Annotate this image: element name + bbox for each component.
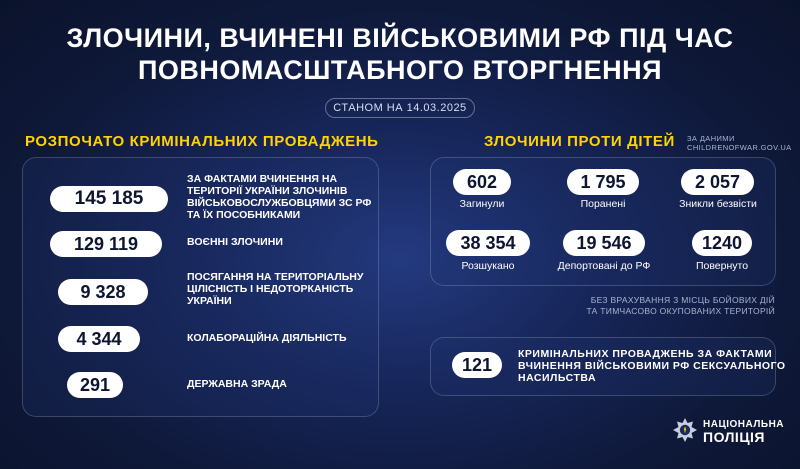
territorial-integrity-label: ПОСЯГАННЯ НА ТЕРИТОРІАЛЬНУ ЦІЛІСНІСТЬ І НЕДОТОРКАНІСТЬ УКРАЇНИ — [187, 271, 364, 307]
criminal-total-value: 145 185 — [50, 186, 168, 212]
found-value: 38 354 — [446, 230, 530, 256]
source-note: ЗА ДАНИМИ CHILDRENOFWAR.GOV.UA — [687, 134, 792, 152]
missing-value: 2 057 — [681, 169, 754, 195]
title-line-2: ПОВНОМАСШТАБНОГО ВТОРГНЕННЯ — [137, 55, 663, 85]
deported-label: Депортовані до РФ — [557, 260, 651, 272]
treason-value: 291 — [67, 372, 123, 398]
war-crimes-label: ВОЄННІ ЗЛОЧИНИ — [187, 236, 283, 248]
logo-line-1: НАЦІОНАЛЬНА — [703, 419, 785, 430]
logo-line-2: ПОЛІЦІЯ — [703, 429, 765, 445]
killed-label: Загинули — [459, 198, 505, 210]
sexual-violence-value: 121 — [452, 352, 502, 378]
injured-label: Поранені — [580, 198, 626, 210]
returned-label: Повернуто — [695, 260, 749, 272]
deported-value: 19 546 — [563, 230, 645, 256]
date-badge: СТАНОМ НА 14.03.2025 — [325, 98, 475, 118]
found-label: Розшукано — [461, 260, 515, 272]
territorial-integrity-value: 9 328 — [58, 279, 148, 305]
page-title — [0, 22, 800, 86]
collaboration-label: КОЛАБОРАЦІЙНА ДІЯЛЬНІСТЬ — [187, 332, 347, 344]
treason-label: ДЕРЖАВНА ЗРАДА — [187, 378, 287, 390]
title-line-1: ЗЛОЧИНИ, ВЧИНЕНІ ВІЙСЬКОВИМИ РФ ПІД ЧАС — [66, 23, 734, 53]
national-police-logo — [673, 415, 783, 447]
police-star-emblem-icon — [673, 418, 697, 444]
killed-value: 602 — [453, 169, 511, 195]
criminal-total-label: ЗА ФАКТАМИ ВЧИНЕННЯ НА ТЕРИТОРІЇ УКРАЇНИ ЗЛОЧИНІВ ВІЙСЬКОВОСЛУЖБОВЦЯМИ ЗС РФ ТА ЇХ ПОСОБНИКАМИ — [187, 173, 372, 221]
children-heading: ЗЛОЧИНИ ПРОТИ ДІТЕЙ — [484, 133, 675, 150]
sexual-violence-label: КРИМІНАЛЬНИХ ПРОВАДЖЕНЬ ЗА ФАКТАМИ ВЧИНЕННЯ ВІЙСЬКОВИМИ РФ СЕКСУАЛЬНОГО НАСИЛЬСТВА — [518, 348, 786, 384]
collaboration-value: 4 344 — [58, 326, 140, 352]
criminal-heading: РОЗПОЧАТО КРИМІНАЛЬНИХ ПРОВАДЖЕНЬ — [25, 133, 379, 150]
war-crimes-value: 129 119 — [50, 231, 162, 257]
injured-value: 1 795 — [567, 169, 639, 195]
returned-value: 1240 — [692, 230, 752, 256]
exclusion-note: БЕЗ ВРАХУВАННЯ З МІСЦЬ БОЙОВИХ ДІЙ ТА ТИМЧАСОВО ОКУПОВАНИХ ТЕРИТОРІЙ — [586, 295, 775, 316]
missing-label: Зникли безвісти — [679, 198, 757, 210]
